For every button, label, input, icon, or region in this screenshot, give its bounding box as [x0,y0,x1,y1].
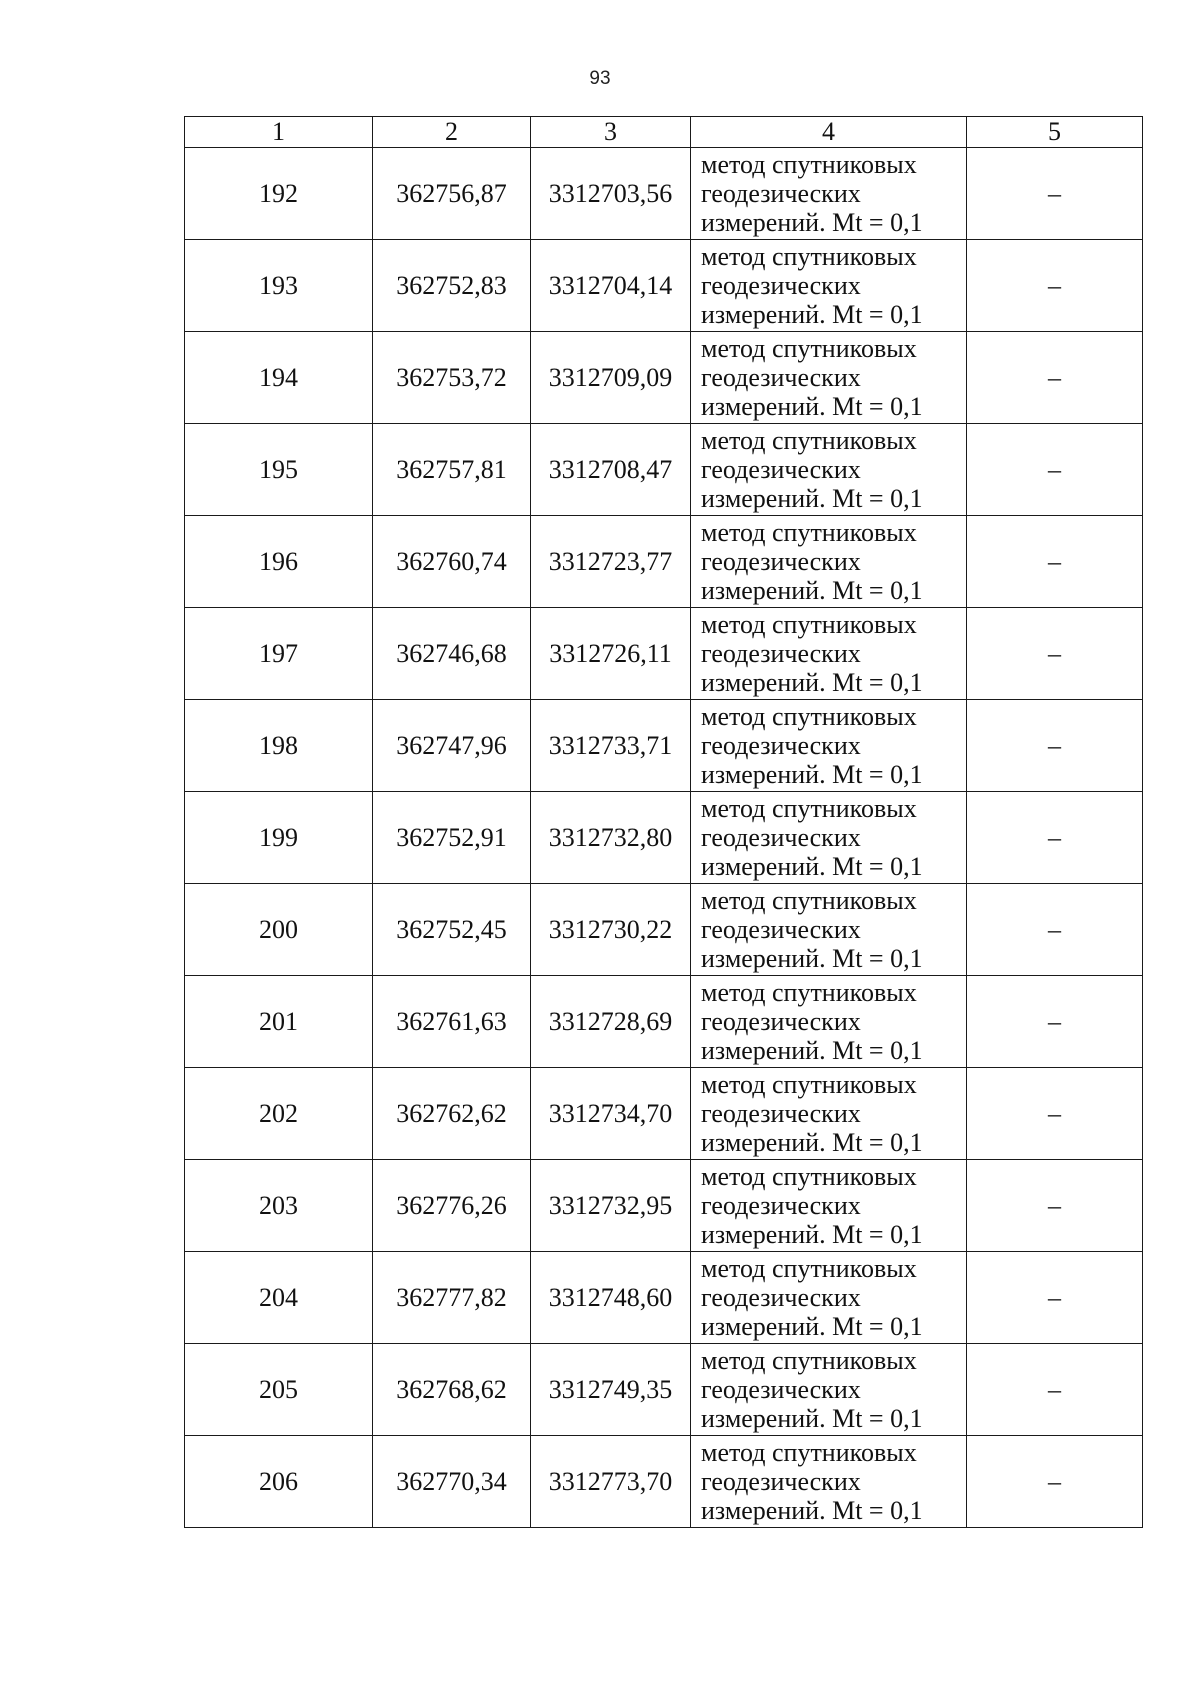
method-line: геодезических [701,1283,861,1312]
method-line: геодезических [701,363,861,392]
method-cell [691,516,967,608]
note-cell: – [967,1068,1143,1160]
point-number-cell: 196 [185,516,373,608]
point-number-cell: 205 [185,1344,373,1436]
x-coordinate-cell: 362747,96 [373,700,531,792]
method-line: метод спутниковых [701,1438,917,1467]
point-number-cell: 202 [185,1068,373,1160]
method-cell [691,976,967,1068]
table-row [185,516,1143,608]
note-cell: – [967,148,1143,240]
y-coordinate-cell: 3312732,95 [531,1160,691,1252]
note-cell: – [967,1436,1143,1528]
method-line: метод спутниковых [701,702,917,731]
y-coordinate-cell: 3312734,70 [531,1068,691,1160]
y-coordinate-cell: 3312709,09 [531,332,691,424]
x-coordinate-cell: 362752,91 [373,792,531,884]
y-coordinate-cell: 3312704,14 [531,240,691,332]
x-coordinate-cell: 362776,26 [373,1160,531,1252]
note-cell: – [967,424,1143,516]
method-cell [691,240,967,332]
method-line: метод спутниковых [701,1254,917,1283]
y-coordinate-cell: 3312749,35 [531,1344,691,1436]
method-line: измерений. Mt = 0,1 [701,852,923,881]
method-cell [691,608,967,700]
method-line: геодезических [701,547,861,576]
method-line: геодезических [701,1099,861,1128]
column-header-5: 5 [967,117,1143,148]
method-cell [691,1160,967,1252]
x-coordinate-cell: 362768,62 [373,1344,531,1436]
table-row [185,1068,1143,1160]
table-row [185,148,1143,240]
y-coordinate-cell: 3312732,80 [531,792,691,884]
y-coordinate-cell: 3312703,56 [531,148,691,240]
point-number-cell: 200 [185,884,373,976]
y-coordinate-cell: 3312728,69 [531,976,691,1068]
table-row [185,700,1143,792]
method-cell [691,884,967,976]
method-line: измерений. Mt = 0,1 [701,1404,923,1433]
x-coordinate-cell: 362777,82 [373,1252,531,1344]
method-line: геодезических [701,639,861,668]
method-line: метод спутниковых [701,426,917,455]
y-coordinate-cell: 3312773,70 [531,1436,691,1528]
method-line: геодезических [701,1375,861,1404]
method-line: геодезических [701,915,861,944]
method-line: геодезических [701,271,861,300]
note-cell: – [967,884,1143,976]
table-row [185,976,1143,1068]
y-coordinate-cell: 3312726,11 [531,608,691,700]
coordinates-table [184,116,1143,1528]
method-line: метод спутниковых [701,978,917,1007]
x-coordinate-cell: 362753,72 [373,332,531,424]
method-line: измерений. Mt = 0,1 [701,208,923,237]
table-row [185,608,1143,700]
method-line: измерений. Mt = 0,1 [701,576,923,605]
y-coordinate-cell: 3312708,47 [531,424,691,516]
method-line: метод спутниковых [701,610,917,639]
y-coordinate-cell: 3312748,60 [531,1252,691,1344]
x-coordinate-cell: 362761,63 [373,976,531,1068]
column-header-1: 1 [185,117,373,148]
table-row [185,424,1143,516]
method-cell [691,792,967,884]
x-coordinate-cell: 362746,68 [373,608,531,700]
method-line: измерений. Mt = 0,1 [701,1496,923,1525]
method-line: измерений. Mt = 0,1 [701,300,923,329]
table-row [185,884,1143,976]
method-line: метод спутниковых [701,1346,917,1375]
point-number-cell: 206 [185,1436,373,1528]
method-line: метод спутниковых [701,794,917,823]
point-number-cell: 194 [185,332,373,424]
method-line: измерений. Mt = 0,1 [701,1312,923,1341]
method-line: геодезических [701,1191,861,1220]
point-number-cell: 204 [185,1252,373,1344]
method-line: измерений. Mt = 0,1 [701,1220,923,1249]
method-line: геодезических [701,823,861,852]
method-cell [691,148,967,240]
method-line: измерений. Mt = 0,1 [701,944,923,973]
note-cell: – [967,332,1143,424]
point-number-cell: 193 [185,240,373,332]
method-cell [691,1252,967,1344]
table-header-row [185,117,1143,148]
method-line: измерений. Mt = 0,1 [701,668,923,697]
method-line: метод спутниковых [701,150,917,179]
point-number-cell: 197 [185,608,373,700]
y-coordinate-cell: 3312730,22 [531,884,691,976]
table-row [185,240,1143,332]
y-coordinate-cell: 3312733,71 [531,700,691,792]
note-cell: – [967,792,1143,884]
method-cell [691,1068,967,1160]
x-coordinate-cell: 362762,62 [373,1068,531,1160]
point-number-cell: 203 [185,1160,373,1252]
method-line: геодезических [701,1467,861,1496]
page-number: 93 [589,68,611,89]
x-coordinate-cell: 362760,74 [373,516,531,608]
method-line: измерений. Mt = 0,1 [701,392,923,421]
method-cell [691,700,967,792]
x-coordinate-cell: 362770,34 [373,1436,531,1528]
column-header-4: 4 [691,117,967,148]
method-cell [691,1344,967,1436]
method-line: геодезических [701,1007,861,1036]
x-coordinate-cell: 362752,45 [373,884,531,976]
note-cell: – [967,976,1143,1068]
point-number-cell: 195 [185,424,373,516]
note-cell: – [967,1252,1143,1344]
method-line: геодезических [701,179,861,208]
column-header-2: 2 [373,117,531,148]
note-cell: – [967,1160,1143,1252]
point-number-cell: 192 [185,148,373,240]
method-line: метод спутниковых [701,1162,917,1191]
x-coordinate-cell: 362756,87 [373,148,531,240]
point-number-cell: 198 [185,700,373,792]
method-line: метод спутниковых [701,518,917,547]
note-cell: – [967,516,1143,608]
x-coordinate-cell: 362757,81 [373,424,531,516]
table-row [185,1344,1143,1436]
table-row [185,1436,1143,1528]
method-line: метод спутниковых [701,334,917,363]
table-row [185,1252,1143,1344]
method-line: метод спутниковых [701,1070,917,1099]
method-line: метод спутниковых [701,242,917,271]
table-row [185,332,1143,424]
method-line: измерений. Mt = 0,1 [701,760,923,789]
point-number-cell: 201 [185,976,373,1068]
method-line: геодезических [701,455,861,484]
x-coordinate-cell: 362752,83 [373,240,531,332]
column-header-3: 3 [531,117,691,148]
method-line: метод спутниковых [701,886,917,915]
table-row [185,792,1143,884]
method-line: измерений. Mt = 0,1 [701,1128,923,1157]
point-number-cell: 199 [185,792,373,884]
note-cell: – [967,1344,1143,1436]
method-cell [691,424,967,516]
method-line: геодезических [701,731,861,760]
method-cell [691,1436,967,1528]
note-cell: – [967,240,1143,332]
method-cell [691,332,967,424]
method-line: измерений. Mt = 0,1 [701,484,923,513]
method-line: измерений. Mt = 0,1 [701,1036,923,1065]
note-cell: – [967,700,1143,792]
y-coordinate-cell: 3312723,77 [531,516,691,608]
note-cell: – [967,608,1143,700]
table-row [185,1160,1143,1252]
